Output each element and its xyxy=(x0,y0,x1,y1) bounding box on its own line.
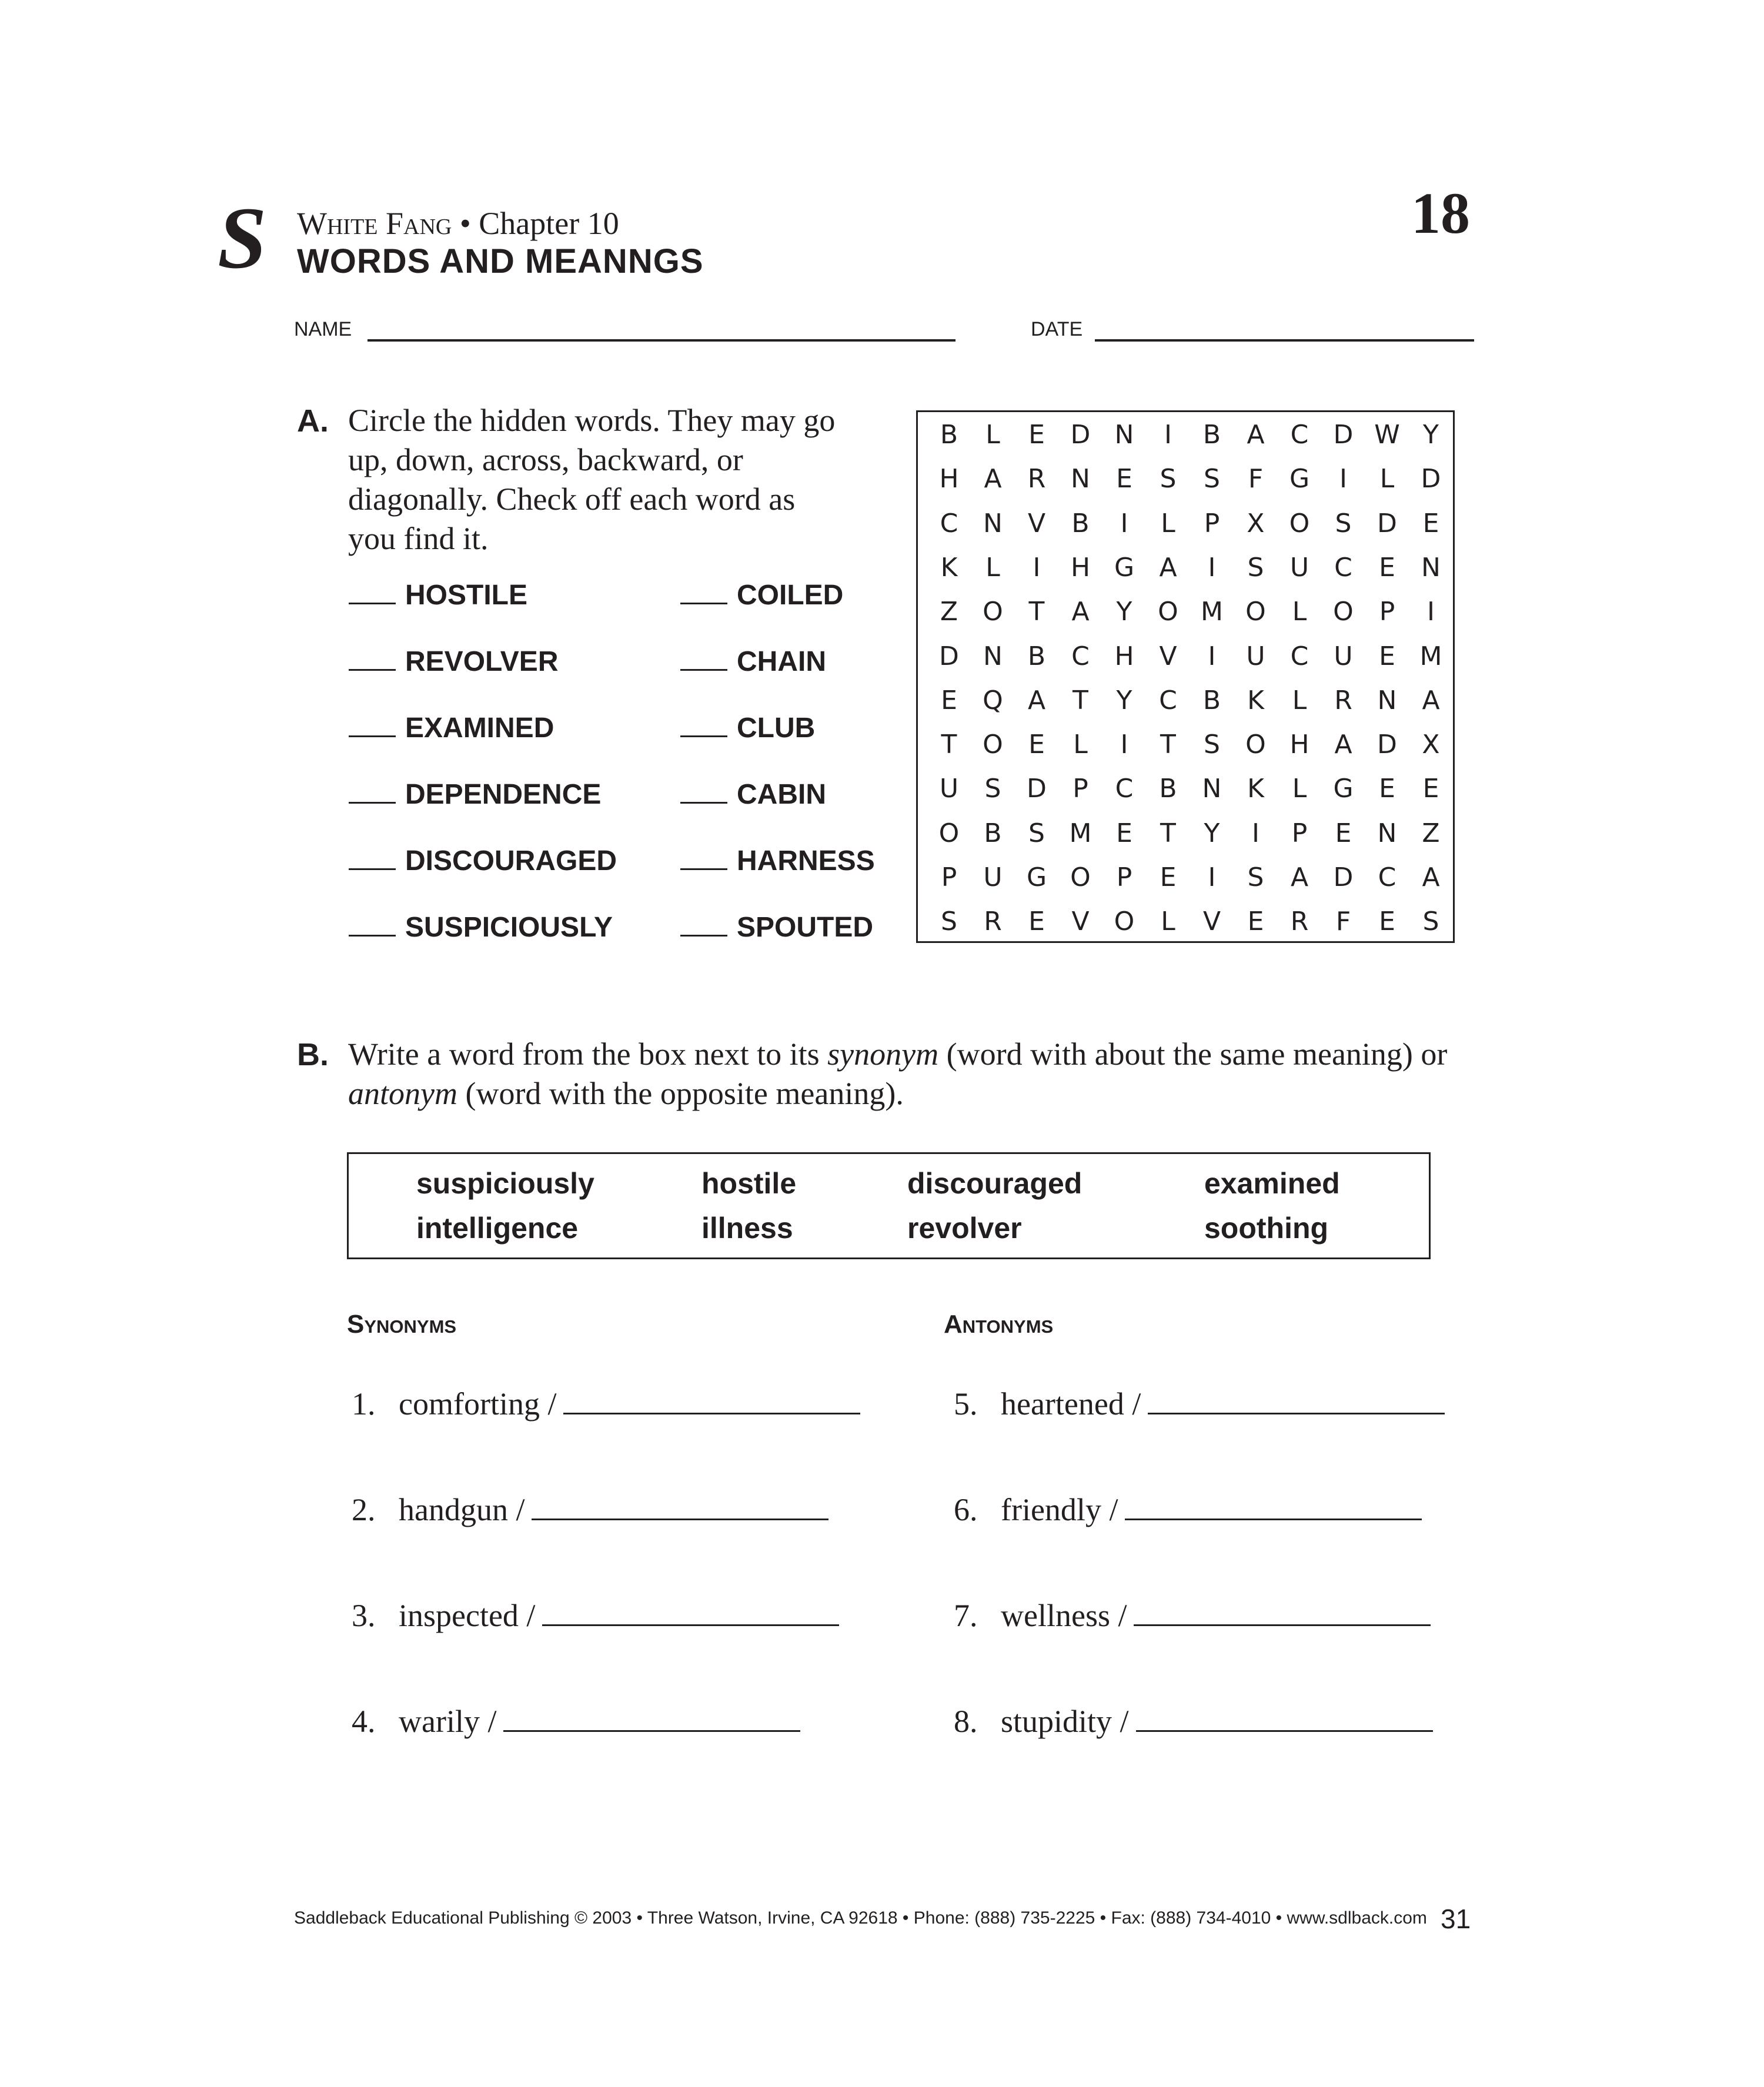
checkbox-blank[interactable] xyxy=(680,868,727,870)
grid-letter[interactable]: D xyxy=(1027,774,1047,804)
grid-letter[interactable]: A xyxy=(1290,862,1309,892)
grid-letter[interactable]: V xyxy=(1202,907,1221,937)
grid-letter[interactable]: D xyxy=(1070,420,1091,450)
box-word: soothing xyxy=(1204,1212,1329,1245)
grid-letter[interactable]: L xyxy=(1292,685,1307,715)
answer-blank[interactable] xyxy=(1136,1702,1433,1732)
grid-letter[interactable]: A xyxy=(1422,685,1440,715)
question-number: 2. xyxy=(352,1492,376,1527)
grid-letter[interactable]: N xyxy=(1421,552,1441,583)
grid-letter[interactable]: S xyxy=(1204,464,1220,494)
grid-letter[interactable]: K xyxy=(1247,774,1264,804)
checkbox-blank[interactable] xyxy=(349,602,396,604)
word-label: HOSTILE xyxy=(405,580,528,611)
grid-letter[interactable]: L xyxy=(1379,464,1395,494)
grid-letter[interactable]: L xyxy=(985,552,1000,583)
grid-letter[interactable]: E xyxy=(1116,818,1132,848)
box-word: revolver xyxy=(907,1212,1022,1245)
grid-letter[interactable]: N xyxy=(983,508,1003,539)
question-word: heartened / xyxy=(1001,1386,1141,1422)
grid-letter[interactable]: I xyxy=(1164,420,1172,450)
grid-letter[interactable]: Z xyxy=(1422,818,1440,848)
grid-letter[interactable]: N xyxy=(983,641,1003,671)
grid-letter[interactable]: C xyxy=(1071,641,1090,671)
grid-letter[interactable]: U xyxy=(939,774,959,804)
grid-letter[interactable]: X xyxy=(1247,508,1265,539)
grid-letter[interactable]: K xyxy=(940,552,958,583)
grid-letter[interactable]: T xyxy=(1160,730,1176,760)
checkbox-blank[interactable] xyxy=(349,801,396,804)
name-label: NAME xyxy=(294,318,352,340)
question-row xyxy=(352,1596,839,1634)
grid-letter[interactable]: L xyxy=(1292,774,1307,804)
word-label: COILED xyxy=(737,580,844,611)
grid-letter[interactable]: C xyxy=(1290,641,1309,671)
grid-letter[interactable]: E xyxy=(1422,508,1439,539)
grid-letter[interactable]: E xyxy=(1160,862,1177,892)
grid-letter[interactable]: E xyxy=(1116,464,1132,494)
grid-letter[interactable]: I xyxy=(1208,641,1216,671)
answer-blank[interactable] xyxy=(563,1384,860,1414)
grid-letter[interactable]: G xyxy=(1289,464,1310,494)
word-checklist-item xyxy=(349,778,601,811)
grid-letter[interactable]: V xyxy=(1159,641,1177,671)
grid-letter[interactable]: D xyxy=(1421,464,1441,494)
grid-letter[interactable]: D xyxy=(939,641,959,671)
grid-letter[interactable]: M xyxy=(1419,641,1442,671)
grid-letter[interactable]: N xyxy=(1202,774,1222,804)
grid-letter[interactable]: P xyxy=(1204,508,1220,539)
grid-letter[interactable]: L xyxy=(1161,508,1175,539)
grid-letter[interactable]: I xyxy=(1120,508,1128,539)
word-label: DISCOURAGED xyxy=(405,845,617,877)
word-checklist-item xyxy=(349,845,617,878)
grid-letter[interactable]: I xyxy=(1208,862,1216,892)
grid-letter[interactable]: I xyxy=(1339,464,1347,494)
box-word: discouraged xyxy=(907,1167,1083,1200)
word-search-grid[interactable] xyxy=(916,410,1455,943)
grid-letter[interactable]: T xyxy=(1160,818,1176,848)
chapter-title xyxy=(297,206,619,241)
grid-letter[interactable]: B xyxy=(940,420,958,450)
question-word: friendly / xyxy=(1001,1492,1118,1527)
grid-letter[interactable]: E xyxy=(1379,907,1395,937)
question-number: 3. xyxy=(352,1598,376,1633)
word-checklist-item xyxy=(680,911,873,944)
instr-part-2: (word with about the same meaning) or xyxy=(938,1036,1448,1072)
checkbox-blank[interactable] xyxy=(680,668,727,671)
word-label: CHAIN xyxy=(737,646,826,677)
question-row xyxy=(954,1702,1433,1740)
grid-letter[interactable]: L xyxy=(1161,907,1175,937)
grid-letter[interactable]: E xyxy=(1422,774,1439,804)
word-label: CLUB xyxy=(737,713,816,744)
section-a-instructions: Circle the hidden words. They may go up, down, across, backward, or diagonally. Check off each word as you find it. xyxy=(348,403,836,556)
grid-letter[interactable]: C xyxy=(1290,420,1309,450)
checkbox-blank[interactable] xyxy=(680,801,727,804)
word-label: SPOUTED xyxy=(737,912,874,943)
grid-letter[interactable]: L xyxy=(1073,730,1088,760)
grid-letter[interactable]: O xyxy=(1158,597,1178,627)
box-word: suspiciously xyxy=(416,1167,594,1200)
word-label: CABIN xyxy=(737,779,826,810)
checkbox-blank[interactable] xyxy=(349,934,396,937)
grid-letter[interactable]: I xyxy=(1427,597,1435,627)
grid-letter[interactable]: R xyxy=(1290,907,1309,937)
grid-letter[interactable]: E xyxy=(941,685,957,715)
instr-part-3: (word with the opposite meaning). xyxy=(457,1076,904,1111)
grid-letter[interactable]: E xyxy=(1247,907,1264,937)
question-row xyxy=(352,1490,828,1529)
grid-letter[interactable]: L xyxy=(1292,597,1307,627)
antonym-term: antonym xyxy=(348,1076,457,1111)
grid-letter[interactable]: P xyxy=(941,862,957,892)
grid-letter[interactable]: O xyxy=(1333,597,1354,627)
grid-letter[interactable]: U xyxy=(1289,552,1309,583)
grid-letter[interactable]: R xyxy=(984,907,1002,937)
grid-letter[interactable]: N xyxy=(1377,818,1397,848)
grid-letter[interactable]: S xyxy=(1160,464,1177,494)
grid-letter[interactable]: O xyxy=(1245,730,1266,760)
word-checklist-item xyxy=(349,712,554,745)
question-number: 7. xyxy=(954,1598,978,1633)
page-number: 31 xyxy=(1441,1904,1471,1934)
grid-letter[interactable]: E xyxy=(1379,552,1395,583)
grid-letter[interactable]: G xyxy=(1114,552,1135,583)
box-word: hostile xyxy=(701,1167,797,1200)
question-row xyxy=(954,1384,1445,1423)
grid-letter[interactable]: A xyxy=(1071,597,1090,627)
grid-letter[interactable]: P xyxy=(1116,862,1132,892)
word-checklist-item xyxy=(349,911,613,944)
grid-letter[interactable]: A xyxy=(1247,420,1265,450)
grid-letter[interactable]: N xyxy=(1377,685,1397,715)
grid-letter[interactable]: O xyxy=(1114,907,1135,937)
grid-letter[interactable]: H xyxy=(939,464,959,494)
grid-letter[interactable]: E xyxy=(1028,907,1045,937)
name-field[interactable] xyxy=(368,339,956,342)
word-checklist-item xyxy=(680,579,843,612)
checkbox-blank[interactable] xyxy=(349,668,396,671)
grid-letter[interactable]: M xyxy=(1069,818,1092,848)
grid-letter[interactable]: D xyxy=(1333,420,1354,450)
word-checklist-item xyxy=(349,579,527,612)
grid-letter[interactable]: T xyxy=(1073,685,1088,715)
grid-letter[interactable]: S xyxy=(941,907,957,937)
grid-letter[interactable]: A xyxy=(1334,730,1352,760)
grid-letter[interactable]: O xyxy=(983,730,1003,760)
grid-letter[interactable]: S xyxy=(984,774,1001,804)
grid-letter[interactable]: E xyxy=(1379,774,1395,804)
grid-letter[interactable]: S xyxy=(1335,508,1352,539)
grid-letter[interactable]: C xyxy=(1334,552,1352,583)
answer-blank[interactable] xyxy=(542,1596,839,1626)
grid-letter[interactable]: Y xyxy=(1423,420,1439,450)
grid-letter[interactable]: L xyxy=(985,420,1000,450)
grid-letter[interactable]: N xyxy=(1071,464,1090,494)
grid-letter[interactable]: B xyxy=(1202,685,1221,715)
grid-letter[interactable]: E xyxy=(1379,641,1395,671)
grid-letter[interactable]: H xyxy=(1114,641,1134,671)
grid-letter[interactable]: E xyxy=(1335,818,1352,848)
grid-letter[interactable]: S xyxy=(1422,907,1439,937)
question-word: stupidity / xyxy=(1001,1704,1129,1739)
grid-letter[interactable]: A xyxy=(1027,685,1046,715)
question-number: 1. xyxy=(352,1386,376,1422)
grid-letter[interactable]: T xyxy=(1028,597,1045,627)
box-word: illness xyxy=(701,1212,793,1245)
question-word: inspected / xyxy=(399,1598,536,1633)
publisher-logo: S xyxy=(218,189,267,287)
grid-letter[interactable]: C xyxy=(1378,862,1396,892)
word-label: EXAMINED xyxy=(405,713,554,744)
synonym-term: synonym xyxy=(827,1036,939,1072)
question-row xyxy=(352,1702,800,1740)
antonyms-heading: Antonyms xyxy=(944,1310,1054,1339)
page-title: WORDS AND MEANNGS xyxy=(297,242,704,280)
grid-letter[interactable]: V xyxy=(1027,508,1046,539)
answer-blank[interactable] xyxy=(503,1702,800,1732)
grid-letter[interactable]: B xyxy=(1027,641,1046,671)
word-checklist-item xyxy=(680,778,826,811)
word-checklist-item xyxy=(680,845,875,878)
answer-blank[interactable] xyxy=(1134,1596,1431,1626)
checkbox-blank[interactable] xyxy=(680,602,727,604)
word-checklist-item xyxy=(349,646,558,678)
question-row xyxy=(954,1596,1431,1634)
checkbox-blank[interactable] xyxy=(349,735,396,737)
grid-letter[interactable]: P xyxy=(1379,597,1395,627)
grid-letter[interactable]: F xyxy=(1335,907,1351,937)
question-number: 8. xyxy=(954,1704,978,1739)
grid-letter[interactable]: C xyxy=(940,508,958,539)
word-label: DEPENDENCE xyxy=(405,779,602,810)
grid-letter[interactable]: O xyxy=(983,597,1003,627)
answer-blank[interactable] xyxy=(532,1490,828,1520)
question-word: wellness / xyxy=(1001,1598,1127,1633)
question-word: warily / xyxy=(399,1704,497,1739)
grid-letter[interactable]: O xyxy=(938,818,960,848)
grid-letter[interactable]: S xyxy=(1247,552,1264,583)
grid-letter[interactable]: B xyxy=(1071,508,1090,539)
grid-letter[interactable]: O xyxy=(1070,862,1091,892)
grid-letter[interactable]: A xyxy=(1422,862,1440,892)
chapter-label: Chapter 10 xyxy=(479,206,619,241)
date-label: DATE xyxy=(1031,318,1083,340)
grid-letter[interactable]: G xyxy=(1026,862,1047,892)
question-word: comforting / xyxy=(399,1386,557,1422)
grid-letter[interactable]: B xyxy=(1159,774,1177,804)
question-number: 6. xyxy=(954,1492,978,1527)
grid-letter[interactable]: Q xyxy=(983,685,1003,715)
question-word: handgun / xyxy=(399,1492,525,1527)
grid-letter[interactable]: Z xyxy=(940,597,958,627)
section-b-letter: B. xyxy=(297,1037,329,1072)
footer-publisher: Saddleback Educational Publishing © 2003 • Three Watson, Irvine, CA 92618 • Phone: (888) 735-2225 • Fax: (888) 734-4010 • www.sdlback.com xyxy=(294,1908,1427,1928)
grid-letter[interactable]: P xyxy=(1073,774,1088,804)
grid-letter[interactable]: T xyxy=(941,730,957,760)
grid-letter[interactable]: I xyxy=(1208,552,1216,583)
box-word: intelligence xyxy=(416,1212,579,1245)
grid-letter[interactable]: S xyxy=(1204,730,1220,760)
grid-letter[interactable]: C xyxy=(1159,685,1177,715)
grid-letter[interactable]: S xyxy=(1028,818,1045,848)
grid-letter[interactable]: B xyxy=(1202,420,1221,450)
grid-letter[interactable]: P xyxy=(1291,818,1308,848)
word-checklist-item xyxy=(680,646,826,678)
grid-letter[interactable]: A xyxy=(1159,552,1177,583)
answer-blank[interactable] xyxy=(1148,1384,1445,1414)
grid-letter[interactable]: I xyxy=(1120,730,1128,760)
box-word: examined xyxy=(1204,1167,1340,1200)
grid-letter[interactable]: D xyxy=(1377,730,1397,760)
section-b-instructions xyxy=(348,1035,1465,1113)
grid-letter[interactable]: Y xyxy=(1116,597,1132,627)
grid-letter[interactable]: I xyxy=(1252,818,1259,848)
instr-part-1: Write a word from the box next to its xyxy=(348,1036,828,1072)
date-field[interactable] xyxy=(1095,339,1474,342)
grid-letter[interactable]: E xyxy=(1028,420,1045,450)
grid-letter[interactable]: U xyxy=(1334,641,1353,671)
lesson-number: 18 xyxy=(1411,180,1470,246)
word-label: SUSPICIOUSLY xyxy=(405,912,613,943)
word-label: REVOLVER xyxy=(405,646,559,677)
word-checklist-item xyxy=(680,712,815,745)
grid-letter[interactable]: I xyxy=(1033,552,1041,583)
grid-letter[interactable]: U xyxy=(983,862,1003,892)
grid-letter[interactable]: D xyxy=(1377,508,1397,539)
grid-letter[interactable]: K xyxy=(1247,685,1264,715)
grid-letter[interactable]: F xyxy=(1248,464,1264,494)
grid-letter[interactable]: H xyxy=(1070,552,1091,583)
section-a-letter: A. xyxy=(297,403,329,439)
checkbox-blank[interactable] xyxy=(680,735,727,737)
question-number: 4. xyxy=(352,1704,376,1739)
grid-letter[interactable]: W xyxy=(1374,420,1400,450)
question-row xyxy=(954,1490,1422,1529)
question-number: 5. xyxy=(954,1386,978,1422)
grid-letter[interactable]: N xyxy=(1114,420,1134,450)
grid-letter[interactable]: O xyxy=(1245,597,1266,627)
grid-letter[interactable]: Y xyxy=(1204,818,1220,848)
grid-letter[interactable]: R xyxy=(1027,464,1046,494)
grid-letter[interactable]: H xyxy=(1289,730,1309,760)
grid-letter[interactable]: D xyxy=(1333,862,1354,892)
grid-letter[interactable]: A xyxy=(984,464,1002,494)
grid-letter[interactable]: G xyxy=(1333,774,1354,804)
checkbox-blank[interactable] xyxy=(680,934,727,937)
grid-letter[interactable]: E xyxy=(1028,730,1045,760)
word-box xyxy=(347,1152,1431,1259)
word-label: HARNESS xyxy=(737,845,875,877)
grid-letter[interactable]: V xyxy=(1071,907,1090,937)
grid-letter[interactable]: C xyxy=(1115,774,1134,804)
grid-letter[interactable]: Y xyxy=(1116,685,1132,715)
checkbox-blank[interactable] xyxy=(349,868,396,870)
grid-letter[interactable]: B xyxy=(984,818,1002,848)
grid-letter[interactable]: S xyxy=(1247,862,1264,892)
question-row xyxy=(352,1384,860,1423)
grid-letter[interactable]: U xyxy=(1246,641,1265,671)
grid-letter[interactable]: R xyxy=(1334,685,1352,715)
grid-letter[interactable]: O xyxy=(1289,508,1310,539)
answer-blank[interactable] xyxy=(1125,1490,1422,1520)
grid-letter[interactable]: M xyxy=(1201,597,1223,627)
book-title: White Fang xyxy=(297,206,452,241)
grid-letter[interactable]: X xyxy=(1422,730,1440,760)
title-separator: • xyxy=(459,206,471,241)
synonyms-heading: Synonyms xyxy=(347,1310,457,1339)
